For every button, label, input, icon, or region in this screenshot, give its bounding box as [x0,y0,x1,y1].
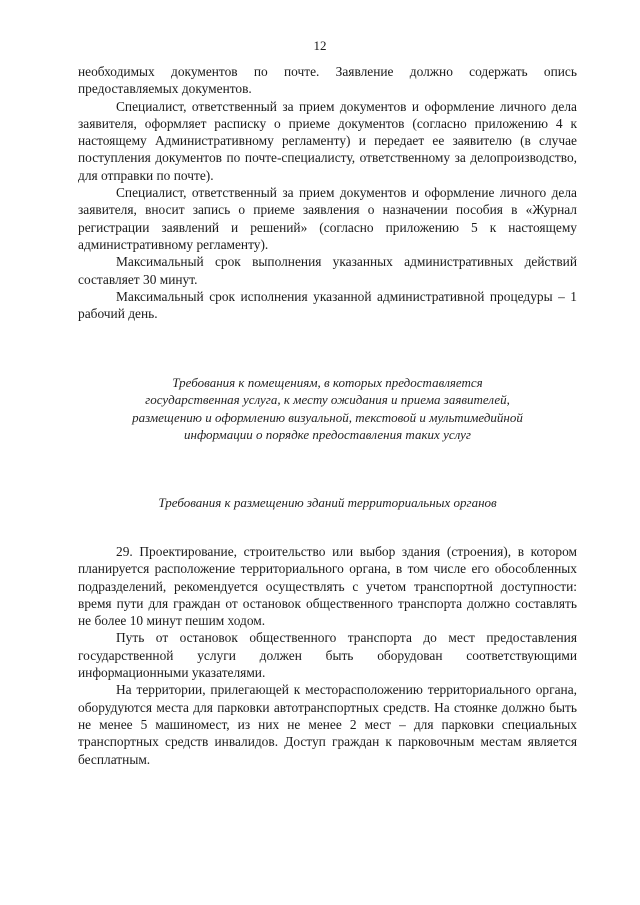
bottom-text-block [78,543,577,768]
heading-line: государственная услуга, к месту ожидания и приема заявителей, [145,392,510,408]
paragraph-continuation: необходимых документов по почте. Заявление должно содержать опись предоставляемых документов. [78,64,577,97]
paragraph-max-time-procedure: Максимальный срок исполнения указанной административной процедуры – 1 рабочий день. [78,288,577,322]
heading-line: размещению и оформлению визуальной, текстовой и мультимедийной [132,409,523,425]
paragraph-route-signs: Путь от остановок общественного транспорта до мест предоставления государственной услуги должен быть оборудован соответствующими информационными указателями. [78,630,577,681]
heading-line: Требования к помещениям, в которых предоставляется [172,375,483,390]
heading-line: Требования к размещению зданий территориальных органов [158,495,497,510]
heading-line: информации о порядке предоставления таких услуг [184,427,471,443]
paragraph-max-time-actions: Максимальный срок выполнения указанных административных действий составляет 30 минут. [78,254,577,287]
paragraph-receipt: Специалист, ответственный за прием документов и оформление личного дела заявителя, оформляет расписку о приеме документов (согласно приложению 4 к настоящему Административному регламенту) и передает ее заявителю (в случае поступления документов по почте-специалисту, ответственному за делопроизводство, для отправки по почте). [78,98,577,183]
page-number: 12 [313,38,327,53]
paragraph-item-29: 29. Проектирование, строительство или выбор здания (строения), в котором планируется расположение территориального органа, в том числе его обособленных подразделений, рекомендуется осуществлять с учетом транспортной доступности: время пути для граждан от остановок общественного транспорта должно составлять не более 10 минут пешим ходом. [78,544,577,629]
heading-premises-requirements [78,374,577,444]
heading-buildings-placement [78,494,577,511]
paragraph-journal-entry: Специалист, ответственный за прием документов и оформление личного дела заявителя, вносит запись о приеме заявления о назначении пособия в «Журнал регистрации заявлений и решений» (согласно приложению 5 к настоящему административному регламенту). [78,185,577,252]
top-text-block [78,63,577,322]
paragraph-parking: На территории, прилегающей к месторасположению территориального органа, оборудуются места для парковки автотранспортных средств. На стоянке должно быть не менее 5 машиномест, из них не менее 2 мест – для парковки специальных транспортных средств инвалидов. Доступ граждан к парковочным местам является бесплатным. [78,682,577,767]
